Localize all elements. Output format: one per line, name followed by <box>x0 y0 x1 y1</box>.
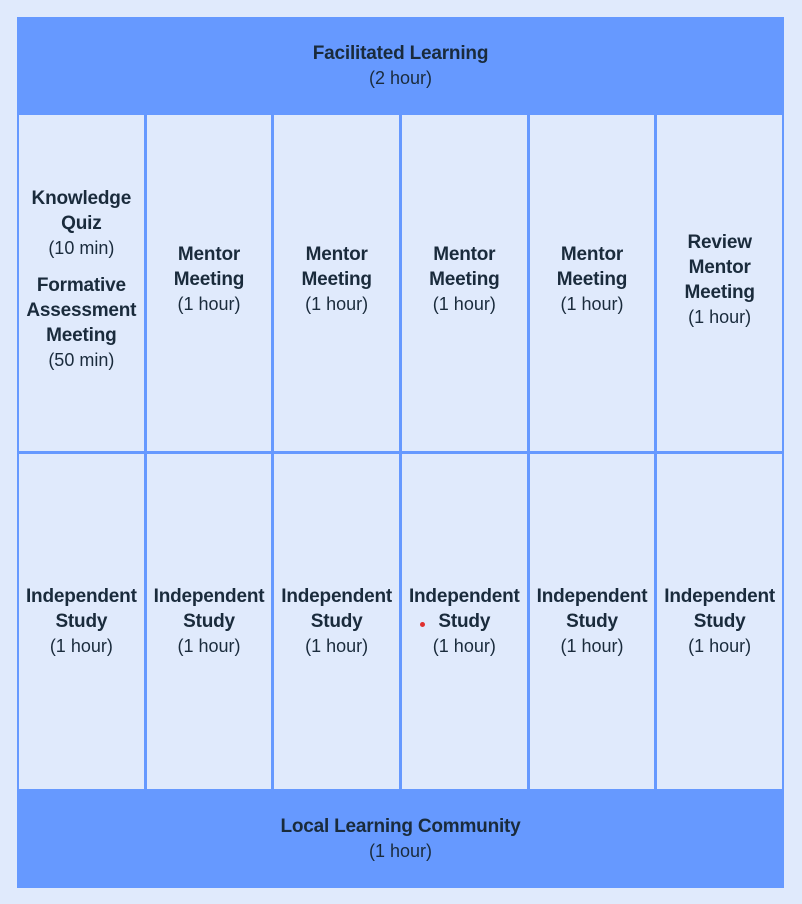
mentor-meeting-title: Mentor Meeting <box>556 244 628 291</box>
local-learning-community-banner <box>17 789 784 888</box>
mentor-meeting-title: Mentor Meeting <box>301 244 372 291</box>
local-learning-community-title: Local Learning Community <box>280 815 521 837</box>
independent-study-cell <box>274 454 399 790</box>
local-learning-community-duration: (1 hour) <box>368 840 433 861</box>
independent-study-cell <box>147 454 272 790</box>
independent-study-cell <box>530 454 655 790</box>
review-mentor-meeting-duration: (1 hour) <box>688 306 752 327</box>
formative-duration: (50 min) <box>48 350 115 371</box>
mentor-meeting-title: Mentor Meeting <box>429 244 500 291</box>
review-mentor-meeting-cell <box>657 115 782 451</box>
independent-study-cell <box>19 454 144 790</box>
independent-study-duration: (1 hour) <box>432 635 496 656</box>
independent-study-duration: (1 hour) <box>177 635 241 656</box>
mentor-meeting-duration: (1 hour) <box>305 294 369 315</box>
independent-study-duration: (1 hour) <box>305 635 369 656</box>
mentor-meeting-title: Mentor Meeting <box>173 244 245 291</box>
mentor-meeting-duration: (1 hour) <box>177 294 241 315</box>
mentor-meeting-duration: (1 hour) <box>432 294 496 315</box>
mentor-meeting-cell <box>147 115 272 451</box>
formative-title: Formative Assessment Meeting <box>26 275 137 347</box>
facilitated-learning-banner <box>17 17 784 115</box>
independent-study-duration: (1 hour) <box>49 635 113 656</box>
mentor-meeting-cell <box>530 115 655 451</box>
quiz-duration: (10 min) <box>48 238 115 259</box>
red-dot-marker <box>420 622 425 627</box>
schedule-grid <box>17 115 784 789</box>
independent-study-duration: (1 hour) <box>560 635 624 656</box>
review-mentor-meeting-title: Review Mentor Meeting <box>684 231 755 303</box>
mentor-meeting-duration: (1 hour) <box>560 294 624 315</box>
quiz-title: Knowledge Quiz <box>31 188 132 235</box>
mentor-meeting-cell <box>274 115 399 451</box>
independent-study-cell <box>657 454 782 790</box>
independent-study-title: Independent Study <box>664 585 776 632</box>
mentor-meeting-cell <box>402 115 527 451</box>
facilitated-learning-title: Facilitated Learning <box>312 43 489 64</box>
learning-schedule-diagram <box>17 17 784 888</box>
independent-study-title: Independent Study <box>153 585 265 632</box>
quiz-assessment-cell <box>19 115 144 451</box>
independent-study-title: Independent Study <box>536 585 648 632</box>
independent-study-title: Independent Study <box>408 585 520 632</box>
independent-study-title: Independent Study <box>25 585 137 632</box>
facilitated-learning-duration: (2 hour) <box>368 68 433 88</box>
independent-study-title: Independent Study <box>281 585 393 632</box>
independent-study-duration: (1 hour) <box>688 635 752 656</box>
